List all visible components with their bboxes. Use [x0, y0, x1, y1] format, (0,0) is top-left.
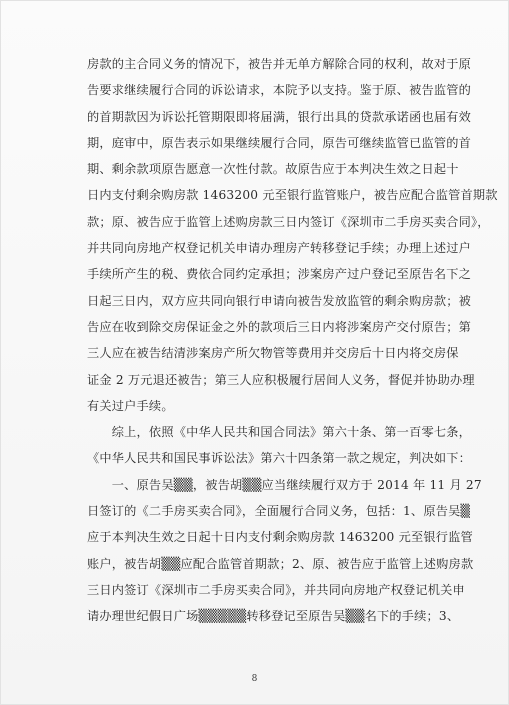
- text-line-19: 应于本判决生效之日起十日内支付剩余购房款 1463200 元至银行监管: [87, 530, 473, 545]
- page-number: 8: [251, 674, 258, 684]
- text-line-6: 日内支付剩余购房款 1463200 元至银行监管账户，被告应配合监管首期款: [87, 188, 498, 203]
- text-line-14: 有关过户手续。: [87, 398, 174, 413]
- text-line-16: 《中华人民共和国民事诉讼法》第六十四条第一款之规定，判决如下：: [87, 451, 472, 466]
- text-line-21: 三日内签订《深圳市二手房买卖合同》，并共同向房地产权登记机关申: [87, 582, 465, 597]
- text-line-17: 一、原告吴▒▒，被告胡▒▒应当继续履行双方于 2014 年 11 月 27: [87, 477, 482, 492]
- text-line-9: 手续所产生的税、费依合同约定承担；涉案房产过户登记至原告名下之: [87, 267, 472, 282]
- text-line-4: 期，庭审中，原告表示如果继续履行合同，原告可继续监管已监管的首: [87, 135, 472, 150]
- text-line-1: 房款的主合同义务的情况下，被告并无单方解除合同的权利，故对于原: [87, 57, 472, 71]
- text-line-7: 款；原、被告应于监管上述购房款三日内签订《深圳市二手房买卖合同》，: [87, 214, 490, 229]
- text-line-20: 账户，被告胡▒▒应配合监管首期款；2、原、被告应于监管上述购房款: [87, 556, 474, 571]
- text-line-12: 三人应在被告结清涉案房产所欠物管等费用并交房后十日内将交房保: [87, 346, 459, 361]
- text-line-13: 证金 2 万元退还被告；第三人应积极履行居间人义务，督促并协助办理: [87, 372, 475, 387]
- text-line-3: 的首期款因为诉讼托管期限即将届满，银行出具的贷款承诺函也届有效: [87, 109, 472, 124]
- text-line-22: 请办理世纪假日广场▒▒▒▒▒转移登记至原告吴▒▒名下的手续；3、: [87, 609, 460, 624]
- text-line-2: 告要求继续履行合同的诉讼请求，本院予以支持。鉴于原、被告监管的: [87, 83, 472, 98]
- text-line-5: 期、剩余款项原告愿意一次性付款。故原告应于本判决生效之日起十: [87, 162, 459, 177]
- text-line-18: 日签订的《二手房买卖合同》，全面履行合同义务，包括：1、原告吴▒: [87, 504, 471, 519]
- text-line-10: 日起三日内，双方应共同向银行申请向被告发放监管的剩余购房款；被: [87, 293, 472, 308]
- document-body: [87, 51, 499, 630]
- text-line-11: 告应在收到除交房保证金之外的款项后三日内将涉案房产交付原告；第: [87, 319, 472, 334]
- text-line-8: 并共同向房地产权登记机关申请办理房产转移登记手续；办理上述过户: [87, 241, 472, 256]
- text-line-15: 综上，依照《中华人民共和国合同法》第六十条、第一百零七条，: [87, 425, 472, 440]
